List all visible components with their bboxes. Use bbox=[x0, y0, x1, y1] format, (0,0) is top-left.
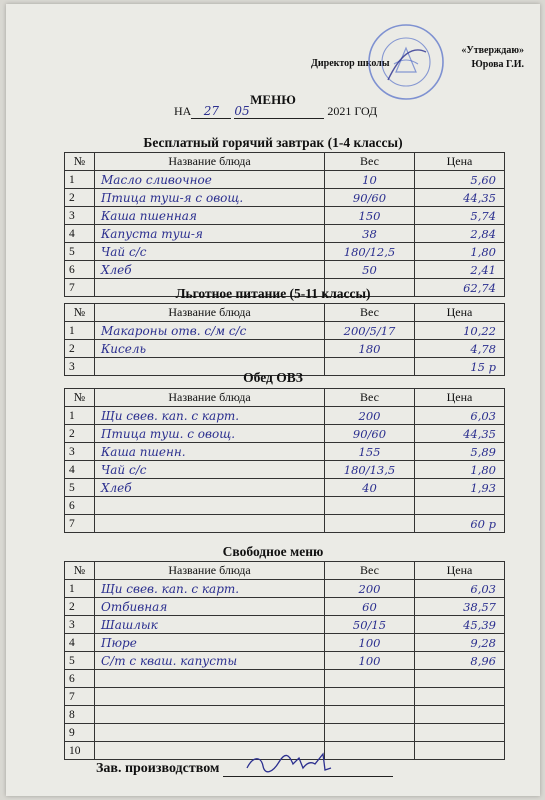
dish-price bbox=[415, 670, 505, 688]
row-number: 5 bbox=[65, 243, 95, 261]
table-breakfast bbox=[64, 152, 505, 297]
menu-sheet bbox=[6, 4, 540, 796]
date-suffix: 2021 ГОД bbox=[327, 104, 378, 118]
dish-weight: 90/60 bbox=[325, 425, 415, 443]
dish-name: Птица туш-я с овощ. bbox=[95, 189, 325, 207]
col-header-name: Название блюда bbox=[95, 389, 325, 407]
dish-name bbox=[95, 724, 325, 742]
menu-title: МЕНЮ bbox=[250, 92, 296, 107]
date-month: 05 bbox=[234, 104, 324, 119]
table-row bbox=[65, 425, 505, 443]
col-header-number: № bbox=[65, 389, 95, 407]
col-header-number: № bbox=[65, 304, 95, 322]
director-label: Директор школы bbox=[311, 58, 390, 69]
section-title-free: Свободное меню bbox=[222, 544, 324, 559]
signature-icon bbox=[243, 750, 333, 776]
section-title-ovz: Обед ОВЗ bbox=[243, 370, 303, 385]
dish-price: 9,28 bbox=[415, 634, 505, 652]
approve-label: «Утверждаю» bbox=[461, 45, 524, 56]
dish-name: Макароны отв. с/м с/с bbox=[95, 322, 325, 340]
dish-price: 45,39 bbox=[415, 616, 505, 634]
table-row bbox=[65, 322, 505, 340]
table-row bbox=[65, 634, 505, 652]
dish-weight: 10 bbox=[325, 171, 415, 189]
row-number: 6 bbox=[65, 670, 95, 688]
section-title-breakfast: Бесплатный горячий завтрак (1-4 классы) bbox=[143, 135, 403, 150]
dish-price: 1,80 bbox=[415, 461, 505, 479]
table-row bbox=[65, 407, 505, 425]
row-number: 7 bbox=[65, 688, 95, 706]
table-row bbox=[65, 225, 505, 243]
dish-name: Чай с/с bbox=[95, 461, 325, 479]
dish-price bbox=[415, 688, 505, 706]
col-header-price: Цена bbox=[415, 562, 505, 580]
row-number: 3 bbox=[65, 616, 95, 634]
dish-weight bbox=[325, 724, 415, 742]
dish-name bbox=[95, 688, 325, 706]
row-number: 2 bbox=[65, 425, 95, 443]
row-number: 1 bbox=[65, 580, 95, 598]
table-row bbox=[65, 443, 505, 461]
dish-weight bbox=[325, 706, 415, 724]
table-row bbox=[65, 171, 505, 189]
col-header-weight: Вес bbox=[325, 304, 415, 322]
dish-name: Отбивная bbox=[95, 598, 325, 616]
date-prefix: НА bbox=[174, 104, 192, 118]
dish-price: 44,35 bbox=[415, 189, 505, 207]
row-number: 7 bbox=[65, 279, 95, 297]
dish-weight bbox=[325, 497, 415, 515]
dish-price bbox=[415, 706, 505, 724]
dish-price: 38,57 bbox=[415, 598, 505, 616]
dish-price: 8,96 bbox=[415, 652, 505, 670]
dish-weight: 180 bbox=[325, 340, 415, 358]
dish-weight: 200 bbox=[325, 407, 415, 425]
dish-name: Хлеб bbox=[95, 261, 325, 279]
row-number: 4 bbox=[65, 634, 95, 652]
row-number: 5 bbox=[65, 652, 95, 670]
row-number: 4 bbox=[65, 225, 95, 243]
row-number: 2 bbox=[65, 189, 95, 207]
dish-price: 1,93 bbox=[415, 479, 505, 497]
row-number: 1 bbox=[65, 407, 95, 425]
menu-date bbox=[174, 104, 377, 119]
dish-name: Пюре bbox=[95, 634, 325, 652]
table-row bbox=[65, 461, 505, 479]
dish-price: 5,74 bbox=[415, 207, 505, 225]
dish-weight: 90/60 bbox=[325, 189, 415, 207]
col-header-name: Название блюда bbox=[95, 153, 325, 171]
dish-name: Чай с/с bbox=[95, 243, 325, 261]
row-number: 4 bbox=[65, 461, 95, 479]
dish-name: Каша пшенная bbox=[95, 207, 325, 225]
table-row bbox=[65, 670, 505, 688]
dish-price: 4,78 bbox=[415, 340, 505, 358]
dish-weight bbox=[325, 515, 415, 533]
dish-weight: 60 bbox=[325, 598, 415, 616]
dish-weight: 180/13,5 bbox=[325, 461, 415, 479]
col-header-price: Цена bbox=[415, 389, 505, 407]
table-row bbox=[65, 598, 505, 616]
footer-signature bbox=[96, 761, 393, 777]
dish-name bbox=[95, 706, 325, 724]
table-row bbox=[65, 724, 505, 742]
table-header-row bbox=[65, 304, 505, 322]
dish-price bbox=[415, 724, 505, 742]
total-price: 15 р bbox=[415, 358, 505, 376]
table-row bbox=[65, 706, 505, 724]
row-number: 10 bbox=[65, 742, 95, 760]
row-number: 6 bbox=[65, 497, 95, 515]
director-name: Юрова Г.И. bbox=[471, 59, 524, 70]
dish-weight bbox=[325, 670, 415, 688]
date-day: 27 bbox=[191, 104, 231, 119]
dish-price: 5,89 bbox=[415, 443, 505, 461]
dish-name: Каша пшенн. bbox=[95, 443, 325, 461]
section-title-discount: Льготное питание (5-11 классы) bbox=[175, 286, 371, 301]
dish-price: 6,03 bbox=[415, 407, 505, 425]
row-number: 5 bbox=[65, 479, 95, 497]
dish-weight: 200/5/17 bbox=[325, 322, 415, 340]
table-row bbox=[65, 261, 505, 279]
table-ovz bbox=[64, 388, 505, 533]
col-header-number: № bbox=[65, 562, 95, 580]
dish-weight: 50/15 bbox=[325, 616, 415, 634]
table-row bbox=[65, 580, 505, 598]
stamp-seal-icon bbox=[366, 22, 446, 102]
dish-price bbox=[415, 742, 505, 760]
dish-name bbox=[95, 515, 325, 533]
dish-price: 2,84 bbox=[415, 225, 505, 243]
dish-name: Масло сливочное bbox=[95, 171, 325, 189]
col-header-name: Название блюда bbox=[95, 562, 325, 580]
table-row bbox=[65, 340, 505, 358]
total-price: 62,74 bbox=[415, 279, 505, 297]
dish-weight: 200 bbox=[325, 580, 415, 598]
col-header-weight: Вес bbox=[325, 389, 415, 407]
row-number: 3 bbox=[65, 207, 95, 225]
row-number: 1 bbox=[65, 171, 95, 189]
table-row bbox=[65, 243, 505, 261]
dish-weight: 40 bbox=[325, 479, 415, 497]
table-discount bbox=[64, 303, 505, 376]
table-header-row bbox=[65, 389, 505, 407]
dish-name: Щи свев. кап. с карт. bbox=[95, 580, 325, 598]
col-header-price: Цена bbox=[415, 304, 505, 322]
dish-price: 5,60 bbox=[415, 171, 505, 189]
table-row bbox=[65, 616, 505, 634]
table-header-row bbox=[65, 562, 505, 580]
dish-weight: 150 bbox=[325, 207, 415, 225]
dish-weight bbox=[325, 742, 415, 760]
approval-block bbox=[461, 44, 524, 72]
dish-weight: 155 bbox=[325, 443, 415, 461]
dish-price: 44,35 bbox=[415, 425, 505, 443]
dish-name: Хлеб bbox=[95, 479, 325, 497]
dish-weight: 50 bbox=[325, 261, 415, 279]
table-row bbox=[65, 207, 505, 225]
col-header-name: Название блюда bbox=[95, 304, 325, 322]
production-manager-label: Зав. производством bbox=[96, 761, 220, 776]
row-number: 2 bbox=[65, 340, 95, 358]
row-number: 6 bbox=[65, 261, 95, 279]
dish-weight bbox=[325, 688, 415, 706]
dish-name bbox=[95, 497, 325, 515]
dish-weight: 100 bbox=[325, 634, 415, 652]
table-row bbox=[65, 497, 505, 515]
signature-line bbox=[223, 762, 393, 777]
dish-weight: 180/12,5 bbox=[325, 243, 415, 261]
table-row bbox=[65, 189, 505, 207]
dish-name: Шашлык bbox=[95, 616, 325, 634]
row-number: 2 bbox=[65, 598, 95, 616]
col-header-weight: Вес bbox=[325, 153, 415, 171]
table-row bbox=[65, 479, 505, 497]
row-number: 7 bbox=[65, 515, 95, 533]
dish-name: Птица туш. с овощ. bbox=[95, 425, 325, 443]
total-price: 60 р bbox=[415, 515, 505, 533]
dish-name: С/т с кваш. капусты bbox=[95, 652, 325, 670]
col-header-price: Цена bbox=[415, 153, 505, 171]
table-row-total bbox=[65, 515, 505, 533]
row-number: 8 bbox=[65, 706, 95, 724]
dish-name bbox=[95, 670, 325, 688]
dish-price: 10,22 bbox=[415, 322, 505, 340]
col-header-number: № bbox=[65, 153, 95, 171]
table-free bbox=[64, 561, 505, 760]
dish-name: Щи свев. кап. с карт. bbox=[95, 407, 325, 425]
row-number: 9 bbox=[65, 724, 95, 742]
dish-name: Капуста туш-я bbox=[95, 225, 325, 243]
dish-price bbox=[415, 497, 505, 515]
dish-price: 1,80 bbox=[415, 243, 505, 261]
dish-weight: 100 bbox=[325, 652, 415, 670]
row-number: 3 bbox=[65, 358, 95, 376]
dish-name: Кисель bbox=[95, 340, 325, 358]
col-header-weight: Вес bbox=[325, 562, 415, 580]
row-number: 3 bbox=[65, 443, 95, 461]
table-row bbox=[65, 652, 505, 670]
row-number: 1 bbox=[65, 322, 95, 340]
table-row bbox=[65, 688, 505, 706]
table-header-row bbox=[65, 153, 505, 171]
dish-price: 2,41 bbox=[415, 261, 505, 279]
dish-weight: 38 bbox=[325, 225, 415, 243]
dish-price: 6,03 bbox=[415, 580, 505, 598]
